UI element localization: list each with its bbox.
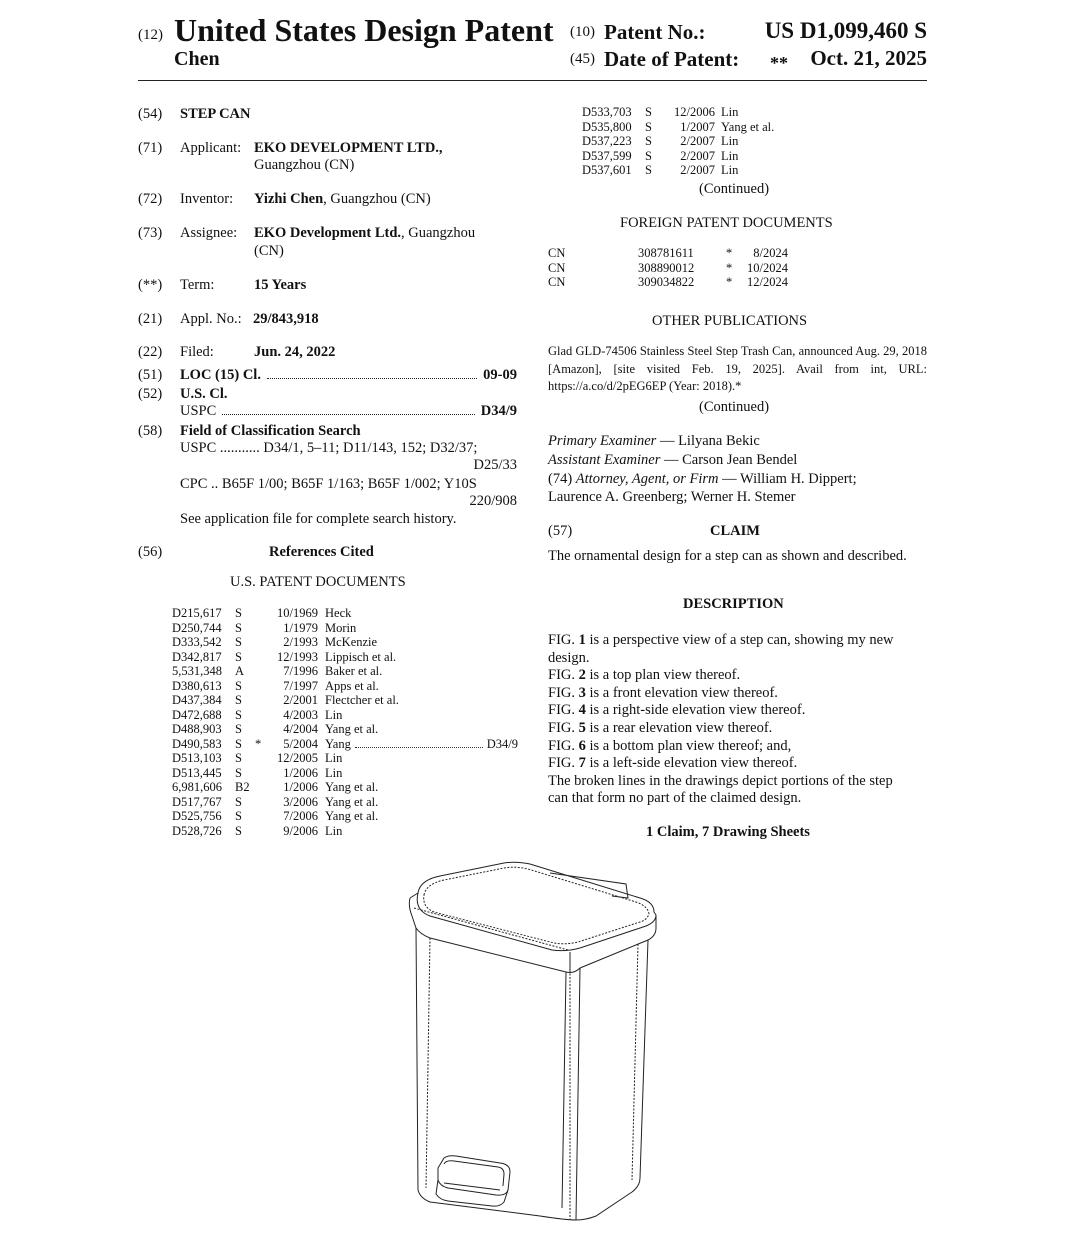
ref-star <box>255 809 269 824</box>
attorney-value: — William H. Dippert; <box>718 471 857 487</box>
ref-date: 10/1969 <box>277 606 318 620</box>
ref-leader <box>355 737 483 749</box>
reference-row <box>172 737 518 752</box>
continued-1: (Continued) <box>699 181 770 197</box>
ref-date: 5/2004 <box>283 736 318 751</box>
ref-star <box>255 693 269 708</box>
code-22: (22) <box>138 344 163 360</box>
header-divider <box>138 80 927 81</box>
ref-star <box>255 650 269 665</box>
ref-number: D437,384 <box>172 693 222 707</box>
appl-label: Appl. No.: <box>180 311 242 327</box>
ref-name: Yang et al. <box>325 780 379 794</box>
reference-row <box>582 163 822 178</box>
ref-kind: S <box>645 119 652 134</box>
code-58: (58) <box>138 423 163 439</box>
continued-2: (Continued) <box>699 399 770 415</box>
description-line <box>548 632 930 650</box>
description-prefix: FIG. <box>548 684 579 701</box>
description-suffix: is a left-side elevation view thereof. <box>585 755 798 772</box>
us-references-continued <box>582 105 822 178</box>
figure-number: 7 <box>578 755 586 772</box>
description-line <box>548 773 930 791</box>
ref-name: Apps et al. <box>325 678 379 693</box>
design-title: STEP CAN <box>180 106 251 122</box>
foreign-number: 309034822 <box>638 275 695 289</box>
ref-number: D517,767 <box>172 794 222 809</box>
ref-number: D488,903 <box>172 722 222 736</box>
reference-row <box>172 824 518 839</box>
description-prefix: FIG. <box>548 737 579 754</box>
field-cpc-line1: CPC .. B65F 1/00; B65F 1/163; B65F 1/002; Y10S <box>180 476 477 492</box>
description-prefix: FIG. <box>548 719 579 736</box>
ref-name: Lin <box>325 751 343 765</box>
ref-kind: S <box>235 606 242 620</box>
date-label: Date of Patent: <box>604 47 740 71</box>
patent-no-label: Patent No.: <box>604 20 706 44</box>
code-21: (21) <box>138 311 163 327</box>
figure-number: 3 <box>578 684 586 701</box>
primary-examiner <box>548 433 760 450</box>
step-can-drawing <box>400 858 670 1228</box>
ref-kind: S <box>235 693 242 707</box>
primary-examiner-label: Primary Examiner <box>548 433 657 449</box>
foreign-star: * <box>726 275 733 289</box>
assignee-name: EKO Development Ltd. <box>254 225 402 241</box>
reference-row <box>172 795 518 810</box>
ref-star <box>255 664 269 679</box>
ref-number: D533,703 <box>582 105 632 119</box>
foreign-country: CN <box>548 275 566 289</box>
us-docs-label: U.S. PATENT DOCUMENTS <box>230 574 406 590</box>
applicant-location: Guangzhou (CN) <box>254 157 355 173</box>
code-57: (57) <box>548 523 573 539</box>
code-12: (12) <box>138 27 163 43</box>
ref-date: 1/1979 <box>283 620 318 635</box>
ref-number: 6,981,606 <box>172 780 222 794</box>
foreign-star: * <box>726 260 733 275</box>
reference-row <box>582 149 822 164</box>
applicant-label: Applicant: <box>180 140 242 156</box>
figure-number: 5 <box>578 719 586 736</box>
ref-star <box>255 751 269 766</box>
reference-row <box>172 766 518 781</box>
description-prefix: FIG. <box>548 632 579 648</box>
description-line <box>548 685 930 703</box>
lid-top <box>417 862 656 950</box>
ref-number: D513,103 <box>172 751 222 765</box>
refs-label: References Cited <box>269 544 374 560</box>
ref-number: D537,601 <box>582 163 632 177</box>
ref-date: 9/2006 <box>283 823 318 838</box>
ref-date: 4/2004 <box>283 722 318 736</box>
ref-kind: S <box>235 707 242 722</box>
figure-number: 4 <box>578 702 586 719</box>
body-left-edge <box>416 928 418 1190</box>
ref-number: D525,756 <box>172 809 222 823</box>
uscl-label: U.S. Cl. <box>180 386 228 402</box>
ref-date: 2/2007 <box>680 148 715 163</box>
figure-number: 2 <box>578 667 586 684</box>
ref-star <box>255 766 269 781</box>
code-51: (51) <box>138 367 163 383</box>
ref-star <box>255 621 269 636</box>
us-references-list <box>172 606 518 838</box>
ref-name: Flectcher et al. <box>325 693 399 707</box>
ref-date: 1/2006 <box>283 765 318 780</box>
description-prefix: The broken lines in the drawings depict portions of the step <box>548 772 893 789</box>
reference-row <box>172 606 518 621</box>
lid-rim-left <box>409 898 580 973</box>
ref-name: Lin <box>325 707 343 722</box>
reference-row <box>172 635 518 650</box>
ref-name: Lin <box>721 134 739 148</box>
ref-kind: S <box>235 765 242 780</box>
description-prefix: can that form no part of the claimed design. <box>548 790 802 807</box>
ref-name: Lin <box>325 765 343 780</box>
assistant-examiner <box>548 452 797 469</box>
foreign-docs-label: FOREIGN PATENT DOCUMENTS <box>620 215 833 231</box>
term-label: Term: <box>180 277 215 293</box>
ref-name: Lin <box>721 105 739 119</box>
description-line <box>548 650 930 668</box>
ref-name: Yang et al. <box>721 119 775 134</box>
ref-kind: S <box>645 134 652 148</box>
loc-label: LOC (15) Cl. <box>180 367 261 383</box>
loc-value: 09-09 <box>483 367 517 383</box>
reference-row <box>582 120 822 135</box>
foreign-references-list <box>548 246 808 290</box>
term-value: 15 Years <box>254 277 307 293</box>
description-suffix: is a right-side elevation view thereof. <box>585 702 806 719</box>
code-45: (45) <box>570 51 595 67</box>
description-suffix: is a perspective view of a step can, showing my new <box>585 632 894 648</box>
ref-star <box>255 824 269 839</box>
code-term: (**) <box>138 277 163 293</box>
inventor-surname: Chen <box>174 48 220 70</box>
attorney <box>548 471 857 488</box>
ref-date: 4/2003 <box>283 707 318 722</box>
reference-row <box>172 679 518 694</box>
assignee-entry <box>254 225 475 242</box>
reference-row <box>582 134 822 149</box>
code-52: (52) <box>138 386 163 402</box>
ref-date: 2/2001 <box>283 693 318 707</box>
ref-kind: S <box>235 649 242 664</box>
ref-name: Lippisch et al. <box>325 649 397 664</box>
reference-row <box>172 708 518 723</box>
ref-name: McKenzie <box>325 635 378 649</box>
other-publication-text: Glad GLD-74506 Stainless Steel Step Trash Can, announced Aug. 29, 2018 [Amazon], [site visited Feb. 19, 2025]. Avail from int, URL: https://a.co/d/2pEG6EP (Year: 2018).* <box>548 344 927 393</box>
ref-number: D535,800 <box>582 119 632 134</box>
ref-number: D490,583 <box>172 736 222 751</box>
ref-number: D472,688 <box>172 707 222 722</box>
figure-number: 6 <box>578 737 586 754</box>
ref-number: D528,726 <box>172 823 222 838</box>
foreign-date: 10/2024 <box>747 260 788 275</box>
ref-kind: S <box>645 148 652 163</box>
field-label: Field of Classification Search <box>180 423 361 439</box>
description-label: DESCRIPTION <box>683 596 784 612</box>
ref-kind: S <box>235 736 242 751</box>
description-prefix: design. <box>548 649 590 666</box>
ref-number: D333,542 <box>172 635 222 649</box>
lid-rim-right <box>580 915 656 968</box>
ref-number: D250,744 <box>172 620 222 635</box>
code-72: (72) <box>138 191 163 207</box>
reference-row <box>172 621 518 636</box>
ref-kind: S <box>235 794 242 809</box>
ref-kind: S <box>235 678 242 693</box>
figure-number: 1 <box>578 632 586 648</box>
ref-number: D215,617 <box>172 606 222 620</box>
ref-date: 12/2005 <box>277 751 318 765</box>
ref-date: 7/2006 <box>283 809 318 823</box>
ref-date: 12/2006 <box>674 105 715 119</box>
ref-date: 2/2007 <box>680 134 715 148</box>
ref-star <box>255 708 269 723</box>
reference-row <box>172 693 518 708</box>
description-line <box>548 790 930 808</box>
ref-date: 7/1997 <box>283 678 318 693</box>
ref-date: 7/1996 <box>283 664 318 678</box>
description-line <box>548 702 930 720</box>
ref-kind: S <box>235 722 242 736</box>
claim-text: The ornamental design for a step can as shown and described. <box>548 548 907 564</box>
applicant-name: EKO DEVELOPMENT LTD., <box>254 140 443 156</box>
claims-summary: 1 Claim, 7 Drawing Sheets <box>646 824 810 840</box>
field-note: See application file for complete search history. <box>180 511 457 527</box>
reference-row <box>172 751 518 766</box>
patent-title: United States Design Patent <box>174 12 554 48</box>
ref-star <box>255 606 269 621</box>
ref-kind: S <box>235 751 242 765</box>
lid-hinge <box>550 873 628 898</box>
description-line <box>548 720 930 738</box>
ref-name: Baker et al. <box>325 664 383 678</box>
assignee-location: , Guangzhou <box>401 225 476 241</box>
code-56: (56) <box>138 544 163 560</box>
ref-name: Yang et al. <box>325 794 379 809</box>
date-marker: ** <box>770 53 788 73</box>
ref-date: 2/1993 <box>283 635 318 649</box>
ref-kind: S <box>645 163 652 177</box>
reference-row <box>172 664 518 679</box>
ref-date: 1/2006 <box>283 780 318 794</box>
foreign-country: CN <box>548 246 566 260</box>
loc-row <box>180 367 517 384</box>
description-line <box>548 738 930 756</box>
code-73: (73) <box>138 225 163 241</box>
field-uspc-line1: USPC ........... D34/1, 5–11; D11/143, 152; D32/37; <box>180 440 478 456</box>
field-uspc-line2: D25/33 <box>473 457 517 473</box>
ref-star <box>255 679 269 694</box>
other-publications-label: OTHER PUBLICATIONS <box>652 313 808 329</box>
uspc-label: USPC <box>180 403 217 419</box>
patent-date: Oct. 21, 2025 <box>810 46 927 70</box>
foreign-number: 308890012 <box>638 260 695 275</box>
ref-kind: S <box>235 635 242 649</box>
reference-row <box>172 780 518 795</box>
ref-class: D34/9 <box>486 736 518 751</box>
ref-date: 12/1993 <box>277 649 318 664</box>
reference-row <box>172 650 518 665</box>
description-prefix: FIG. <box>548 702 579 719</box>
assistant-examiner-value: — Carson Jean Bendel <box>660 452 798 468</box>
description-line <box>548 755 930 773</box>
ref-name: Yang <box>325 736 351 751</box>
code-10: (10) <box>570 24 595 40</box>
ref-kind: S <box>235 809 242 823</box>
ref-number: 5,531,348 <box>172 664 222 678</box>
uspc-row <box>180 403 517 420</box>
description-line <box>548 667 930 685</box>
inventor-name: Yizhi Chen <box>254 191 324 207</box>
assistant-examiner-label: Assistant Examiner <box>548 452 661 468</box>
claim-label: CLAIM <box>710 523 760 539</box>
inventor-location: , Guangzhou (CN) <box>323 191 431 207</box>
ref-number: D513,445 <box>172 765 222 780</box>
foreign-star: * <box>726 246 733 260</box>
filed-label: Filed: <box>180 344 214 360</box>
ref-star <box>255 722 269 737</box>
ref-star <box>255 635 269 650</box>
ref-date: 3/2006 <box>283 794 318 809</box>
code-74: (74) <box>548 471 573 487</box>
ref-name: Morin <box>325 620 357 635</box>
ref-star: * <box>255 736 262 751</box>
ref-number: D380,613 <box>172 678 222 693</box>
description-body <box>548 632 930 808</box>
ref-name: Yang et al. <box>325 722 379 736</box>
ref-kind: S <box>645 105 652 119</box>
ref-number: D342,817 <box>172 649 222 664</box>
ref-name: Yang et al. <box>325 809 379 823</box>
foreign-date: 8/2024 <box>753 246 788 260</box>
inventor-entry <box>254 191 431 208</box>
attorney-line2: Laurence A. Greenberg; Werner H. Stemer <box>548 489 796 505</box>
description-suffix: is a rear elevation view thereof. <box>585 719 773 736</box>
foreign-reference-row <box>548 261 808 276</box>
foreign-date: 12/2024 <box>747 275 788 289</box>
code-71: (71) <box>138 140 163 156</box>
code-54: (54) <box>138 106 163 122</box>
patent-number: US D1,099,460 S <box>764 18 927 43</box>
ref-kind: S <box>235 620 242 635</box>
description-prefix: FIG. <box>548 667 579 684</box>
foot-pedal <box>438 1156 510 1195</box>
appl-value: 29/843,918 <box>253 311 319 327</box>
ref-name: Lin <box>721 148 739 163</box>
ref-number: D537,223 <box>582 134 632 148</box>
ref-star <box>255 780 269 795</box>
reference-row <box>582 105 822 120</box>
reference-row <box>172 809 518 824</box>
field-cpc-line2: 220/908 <box>469 493 517 509</box>
assignee-label: Assignee: <box>180 225 238 241</box>
description-suffix: is a bottom plan view thereof; and, <box>585 737 792 754</box>
uspc-value: D34/9 <box>480 403 517 419</box>
body-right-edge <box>576 968 580 1220</box>
body-front-edge <box>562 972 566 1208</box>
inventor-label: Inventor: <box>180 191 234 207</box>
reference-row <box>172 722 518 737</box>
filed-value: Jun. 24, 2022 <box>254 344 336 360</box>
ref-name: Lin <box>721 163 739 177</box>
ref-kind: B2 <box>235 780 250 794</box>
body-back-edge <box>640 940 648 1178</box>
description-prefix: FIG. <box>548 755 579 772</box>
ref-kind: S <box>235 823 242 838</box>
foreign-reference-row <box>548 275 808 290</box>
ref-name: Lin <box>325 823 343 838</box>
ref-date: 1/2007 <box>680 119 715 134</box>
foreign-reference-row <box>548 246 808 261</box>
foreign-country: CN <box>548 260 566 275</box>
ref-name: Heck <box>325 606 352 620</box>
description-suffix: is a top plan view thereof. <box>585 667 741 684</box>
ref-kind: A <box>235 664 245 678</box>
ref-number: D537,599 <box>582 148 632 163</box>
lid-inner-edge <box>424 867 649 944</box>
assignee-location-2: (CN) <box>254 243 284 259</box>
primary-examiner-value: — Lilyana Bekic <box>656 433 760 449</box>
ref-date: 2/2007 <box>680 163 715 177</box>
attorney-label: Attorney, Agent, or Firm <box>575 471 719 487</box>
foreign-number: 308781611 <box>638 246 694 260</box>
ref-star <box>255 795 269 810</box>
description-suffix: is a front elevation view thereof. <box>585 684 778 701</box>
